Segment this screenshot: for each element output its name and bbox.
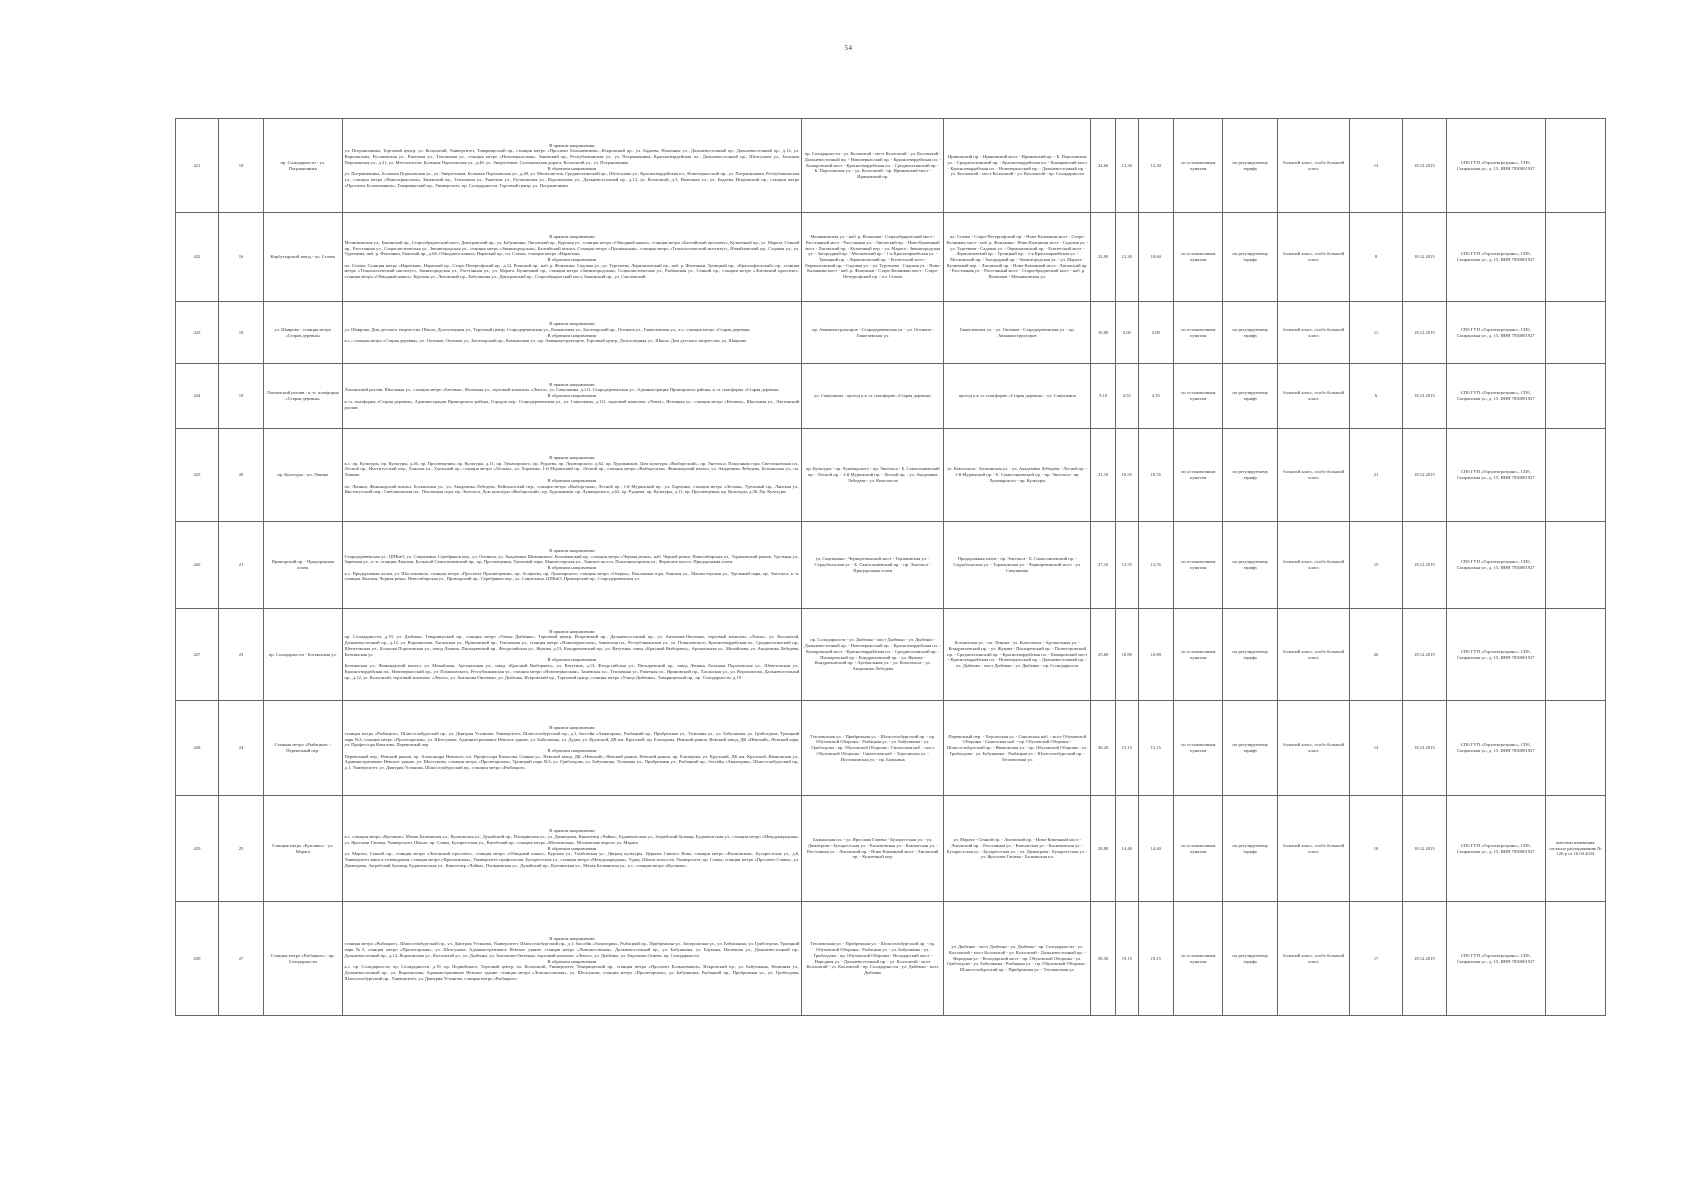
page-number: 54	[844, 44, 853, 52]
operator: СПб ГУП «Горэлектротранс», СПб, Сызранская ул., д. 15, ИНН 7830001927	[1446, 796, 1545, 902]
tariff-type: по регулируемому тарифу	[1223, 302, 1278, 364]
length-forward: 12,30	[1116, 213, 1139, 302]
backward-direction-label: В обратном направлении	[547, 845, 597, 851]
vehicle-class: большой класс, особо большой класс	[1278, 302, 1350, 364]
tariff-type: по регулируемому тарифу	[1223, 119, 1278, 213]
vehicle-class: большой класс, особо большой класс	[1278, 902, 1350, 1016]
table-row	[176, 701, 1606, 796]
streets-forward: Тепловозная ул. - Прибрежная ул. - Шлиссельбургский пр. - пр. Обуховской Обороны - Рыбацкая ул. - ул. Бабушкина - ул. Грибоедова - пр. Обуховской Обороны - Синопская наб. - мост Обуховской Обороны - Синопская наб. - Херсонская ул. - Исполкомская ул. - пр. Бакунина	[802, 701, 944, 796]
forward-stops: к.с. станция метро «Купчино», Малая Балканская ул., Купчинская ул., Дунайский пр., Пловдивская ул., ул. Димитрова, Кинотеатр «Чайка», Будапештская ул., Загребский бульвар, Будапештская ул., станция метро «Международная», ул. Ярослава Гашека, Университет, Школа, пр. Славы, Бухарестская ул., Витебский пр., станция метро «Московская», Московские ворота, ул. Марата	[344, 834, 800, 845]
length-backward: 13,55	[1138, 522, 1173, 609]
start-date: 18.12.2015	[1402, 119, 1446, 213]
registry-number: 426	[176, 522, 219, 609]
stops-description	[342, 364, 802, 429]
registry-number: 428	[176, 701, 219, 796]
streets-forward: пр. Солидарности - ул. Коллонтай - мост Коллонтай - ул. Коллонтай - Дальневосточный пр. - Новочеркасский пр. - Красногвардейская пл. - Комаровский мост - Красногвардейская пл. - Среднеохтинский пр. - Б. Пороховская ул. - ул. Коллонтай - пр. Ириновский мост - Ириновский пр.	[802, 119, 944, 213]
route-name: пр. Культуры - пл. Ленина	[264, 429, 342, 522]
operator: СПб ГУП «Горэлектротранс», СПб, Сызранская ул., д. 15, ИНН 7830001927	[1446, 213, 1545, 302]
registry-number: 430	[176, 902, 219, 1016]
backward-stops: к.-п. платформа «Старая деревня», Администрация Приморского района, Городок пер., Стародеревенская ул., ул. Савушкина, д.111, торговый комплекс «Лента», Яхтенная ул., станция метро «Беговая», Школьная ул., Лахтинский разлив	[344, 398, 800, 410]
stop-procedure: по остановочным пунктам	[1174, 796, 1223, 902]
backward-direction-label: В обратном направлении	[547, 748, 597, 753]
notes	[1545, 609, 1605, 701]
table-row	[176, 429, 1606, 522]
stops-description	[342, 609, 802, 701]
route-length: 30,20	[1091, 701, 1116, 796]
tariff-type: по регулируемому тарифу	[1223, 429, 1278, 522]
backward-direction-label: В обратном направлении	[547, 165, 597, 171]
route-name: Станция метро «Купчино» - ул. Марата	[264, 796, 342, 902]
backward-direction-label: В обратном направлении	[547, 393, 597, 399]
stops-description	[342, 796, 802, 902]
vehicle-count: 21	[1350, 429, 1403, 522]
stops-description	[342, 429, 802, 522]
streets-forward: пр. Авиаконструкторов - Стародеревенская ул. - ул. Оптиков - Гаккелевская ул.	[802, 302, 944, 364]
vehicle-class: большой класс, особо большой класс	[1278, 522, 1350, 609]
streets-backward: пл. Стачек - Старо-Петергофский пр. - Ново-Калинкин мост - Старо-Калинкин мост - наб. р. Фонтанки - Ново-Калинкин мост - Садовая ул. - ул. Тургенева - Садовая ул. - Лермонтовский пр. - Египетский мост - Лермонтовский пр. - Троицкий пр. - 1-я Красноармейская ул. - Московский пр. - Загородный пр. - Звенигородская ул. - ул. Марата - Кузнечный пер. - Лиговский пр. - Ново-Каменный мост - Лиговский пр. - Расстанная ул. - Расстанный мост - Старообрядческий мост - наб. р. Волковки - Мечниковская ул.	[944, 213, 1091, 302]
route-number: 16	[218, 213, 263, 302]
forward-direction-label: В прямом направлении	[549, 381, 595, 387]
backward-direction-label: В обратном направлении	[547, 257, 597, 262]
notes	[1545, 364, 1605, 429]
length-forward: 5,00	[1116, 302, 1139, 364]
operator: СПб ГУП «Горэлектротранс», СПб, Сызранская ул., д. 15, ИНН 7830001927	[1446, 302, 1545, 364]
start-date: 18.12.2015	[1402, 609, 1446, 701]
length-forward: 10,80	[1116, 609, 1139, 701]
registry-number: 421	[176, 119, 219, 213]
notes	[1545, 119, 1605, 213]
forward-direction-label: В прямом направлении	[549, 142, 595, 148]
forward-stops: пр. Солидарности, д.19, ул. Дыбенко, Товарищеский пр., станция метро «Улица Дыбенко», Торговый центр, Искровский пр., Дальневосточный пр., ул. Антонова-Овсеенко, торговый комплекс «Лента», ул. Коллонтай, Дальневосточный пр., д.12, ул. Ворошилова, Хасанская ул., Ириновский пр., Тепличная ул., станция метро «Новочеркасская», Заневская пл., Республиканская ул., ул. Помяловского, Красногвардейская пл., Среднеохтинский пр., Шепетовская ул., Большая Пороховская ул., завод Ленина, Пискаревский пр., Феодосийская ул., Жукова, д.13, Кондратьевский пр., ул. Ватутина, завод «Красный Выборжец», Арсенальная ул., Михайлова, ул. Академика Лебедева, Боткинская ул.	[344, 634, 800, 657]
length-backward: 5,00	[1138, 302, 1173, 364]
forward-direction-label: В прямом направлении	[549, 454, 595, 460]
forward-stops: ул. Шаврова, Дом детского творчества, Школа, Долгоозерная ул., Торговый центр, Стародеревенская ул., Камышовая ул., Богатырский пр., Оптиков ул., Гаккелевская ул., к.с. станция метро «Старая деревня»	[344, 326, 751, 332]
forward-direction-label: В прямом направлении	[549, 725, 595, 731]
notes	[1545, 701, 1605, 796]
notes	[1545, 429, 1605, 522]
tariff-type: по регулируемому тарифу	[1223, 701, 1278, 796]
streets-forward: Мечниковская ул. - наб. р. Волковки - Старообрядческий мост - Расстанный мост - Расстанная ул. - Лиговский пр. - Ново-Каменный мост - Лиговский пр. - Кузнечный пер. - ул. Марата - Звенигородская ул. - Загородный пр. - Московский пр. - 1-я Красноармейская ул. - Троицкий пр. - Лермонтовский пр. - Египетский мост - Лермонтовский пр. - Садовая ул. - ул. Тургенева - Садовая ул. - Ново-Калинкин мост - наб. р. Фонтанки - Старо-Калинкин мост - Старо-Петергофский пр. - пл. Стачек	[802, 213, 944, 302]
backward-stops: к.с. Придорожная аллея, ул. Шостаковича, станция метро «Проспект Просвещения», пр. Асафьева, пр. Луначарского, станция метро «Озерки», Поклонная гора, Ланская ул., Манчестерская ул., Удельный парк, пр. Энгельса, к.-п. станция Ланская, Черная речка, Новосибирская ул., Приморский пр., Серебряков пер., ул. Савушкина, ЦПКиО, Приморский пр., Стародеревенская ул.	[344, 570, 800, 582]
start-date: 18.12.2015	[1402, 796, 1446, 902]
route-name: пр. Солидарности - ул. Пограничника	[264, 119, 342, 213]
start-date: 18.12.2015	[1402, 522, 1446, 609]
route-name: Лахтинский разлив - к.-п. платформа «Старая деревня»	[264, 364, 342, 429]
table-row	[176, 302, 1606, 364]
start-date: 18.12.2015	[1402, 701, 1446, 796]
registry-number: 424	[176, 364, 219, 429]
operator: СПб ГУП «Горэлектротранс», СПб, Сызранская ул., д. 15, ИНН 7830001927	[1446, 364, 1545, 429]
route-length: 10,00	[1091, 302, 1116, 364]
streets-backward: Гаккелевская ул. - ул. Оптиков - Стародеревенская ул. - пр. Авиаконструкторов	[944, 302, 1091, 364]
backward-stops: пл. Стачек, Станция метро «Нарвская», Нарвский пр., Старо-Петергофский пр., д.12, Рижский пр., наб. р. Фонтанки, Садовая ул., ул. Тургенева, Лермонтовский пр., наб. р. Фонтанки, Троицкий пр., «Краснофлотский» пр., станция метро «Технологический институт», Звенигородская ул., Расстанная ул., ул. Марата, Кузнечный пр., станция метро «Звенигородская», Социалистическая ул., Рыбинская ул., Сенной пр., станция метро «Лиговский проспект», станция метро «Обводный канал», Курская ул., Лиговский пр., Бабушкина ул., Дмитровский пр., Старообрядческий мост, Бакинский пр., ул. Смоленский	[344, 262, 800, 280]
forward-stops: Стародеревенская ул., ЦПКиО, ул. Савушкина, Серебряков пер., ул. Оптиков, ул. Академика Шиманского, Коломяжский пр., станция метро «Черная речка», наб. Черной речки, Новосибирская ул., Торжковский рынок, Удельная ул., Заречная ул., к.-п. станция Ланская, Большой Сампсониевский пр., пр. Просвещения, Удельный парк, Манчестерская ул., Ланское шоссе, Поклонногорская ул., Фермское шоссе, Придорожная аллея	[344, 553, 800, 565]
vehicle-count: 18	[1350, 796, 1403, 902]
length-backward: 15,15	[1138, 701, 1173, 796]
routes-table-body	[176, 119, 1606, 1016]
stops-description	[342, 302, 802, 364]
backward-direction-label: В обратном направлении	[547, 958, 597, 964]
backward-direction-label: В обратном направлении	[547, 332, 597, 338]
stops-description	[342, 522, 802, 609]
stops-description	[342, 119, 802, 213]
route-length: 25,60	[1091, 609, 1116, 701]
operator: СПб ГУП «Горэлектротранс», СПб, Сызранская ул., д. 15, ИНН 7830001927	[1446, 119, 1545, 213]
vehicle-count: 15	[1350, 522, 1403, 609]
route-length: 27,10	[1091, 522, 1116, 609]
registry-number: 422	[176, 213, 219, 302]
backward-stops: к.с. пр. Солидарности, пр. Солидарности, д.19, пр. Подвойского, Торговый центр, пл. Коллонтай, Университет, Товарищеский пр., станция метро «Проспект Большевиков», Искровский пр., ул. Бабушкина, Наличная ул., Дальневосточный пр., ул. Ворошилова, Административное Невское здание, станция метро «Ломоносовская», ул. Шелгунова, станция метро «Пролетарская», ул. Бабушкина, Рыбацкий пр., Прибрежная ул., ул. Грибоедова, Шлиссельбургский пр., Университет, ул. Дмитрия Устинова, станция метро «Рыбацкое»	[344, 964, 800, 981]
notes	[1545, 213, 1605, 302]
forward-stops: к.с. пр. Культуры, пр. Культуры, д.26, пр. Просвещения, пр. Культуры, д.11, пр. Луначарского, пр. Руднева, пр. Луначарского, д.62, пр. Художников, Дом культуры «Выборгский», пр. Энгельса, Поклонная гора, Светлановская пл., Лесной пр., Институтский пер., Ланская ул., Удельный пр., станция метро «Лесная», ул. Харченко, 1-й Муринский пр., Лесной пр., станция метро «Выборгская», Финляндский вокзал, ул. Академика Лебедева, Боткинская ул., пл. Ленина	[344, 460, 800, 478]
stops-description	[342, 213, 802, 302]
start-date: 18.12.2015	[1402, 902, 1446, 1016]
length-forward: 13,55	[1116, 522, 1139, 609]
vehicle-count: 26	[1350, 609, 1403, 701]
notes	[1545, 522, 1605, 609]
registry-number: 425	[176, 429, 219, 522]
stops-description	[342, 902, 802, 1016]
forward-direction-label: В прямом направлении	[549, 935, 595, 941]
length-forward: 12,30	[1116, 119, 1139, 213]
length-forward: 15,15	[1116, 701, 1139, 796]
backward-direction-label: В обратном направлении	[547, 477, 597, 483]
operator: СПб ГУП «Горэлектротранс», СПб, Сызранская ул., д. 15, ИНН 7830001927	[1446, 429, 1545, 522]
route-name: Станция метро «Рыбацкое» - Перевозный пер.	[264, 701, 342, 796]
start-date: 18.12.2015	[1402, 364, 1446, 429]
tariff-type: по регулируемому тарифу	[1223, 902, 1278, 1016]
forward-stops: Лахтинский разлив, Школьная ул., станция метро «Беговая», Яхтенная ул., торговый комплекс «Лента», ул. Савушкина, д.111, Стародеревенская ул., Администрация Приморского района, к.-п. платформа «Старая деревня»	[344, 387, 780, 393]
route-length: 9,10	[1091, 364, 1116, 429]
route-name: пр. Солидарности - Боткинская ул.	[264, 609, 342, 701]
notes	[1545, 302, 1605, 364]
length-forward: 14,40	[1116, 796, 1139, 902]
operator: СПб ГУП «Горэлектротранс», СПб, Сызранская ул., д. 15, ИНН 7830001927	[1446, 522, 1545, 609]
vehicle-count: 11	[1350, 302, 1403, 364]
streets-backward: проезд к к.-п. платформе «Старая деревня» - ул. Савушкина	[944, 364, 1091, 429]
backward-direction-label: В обратном направлении	[547, 565, 597, 570]
length-backward: 12,30	[1138, 119, 1173, 213]
route-length: 21,10	[1091, 429, 1116, 522]
table-row	[176, 364, 1606, 429]
route-number: 21	[218, 522, 263, 609]
tariff-type: по регулируемому тарифу	[1223, 364, 1278, 429]
start-date: 18.12.2015	[1402, 302, 1446, 364]
table-row	[176, 522, 1606, 609]
route-name: Станция метро «Рыбацкое» - пр. Солидарности	[264, 902, 342, 1016]
streets-backward: ул. Дыбенко - мост Дыбенко - ул. Дыбенко - пр. Солидарности - ул. Коллонтай - мост Коллонтай - ул. Коллонтай - Дальневосточный пр. - Народная ул. - Володарский мост - пр. Обуховской Обороны - ул. Грибоедова - ул. Бабушкина - Рыбацкая ул. - пр. Обуховской Обороны - Шлиссельбургский пр. - Прибрежная ул. - Тепловозная ул.	[944, 902, 1091, 1016]
forward-stops: Мечниковская ул., Бакинский пр., Старообрядческий мост, Дмитровский пр., ул. Бабушкина, Лиговский пр., Курская ул., станция метро «Обводный канал», станция метро «Балтийский проспект», Кузнечный пр., ул. Марата, Сенной пр., Расстанная ул., Социалистическая ул., Звенигородская ул., станция метро «Звенигородская», Балтийский вокзал, Станция метро «Пушкинская», станция метро «Технологический институт», Измайловский пр., Садовая ул., ул. Тургенева, наб. р. Фонтанки, Рижский пр., д.60, Обводного канала, Нарвский пр., пл. Стачек, станция метро «Нарвская»	[344, 239, 800, 257]
tariff-type: по регулируемому тарифу	[1223, 522, 1278, 609]
tariff-type: по регулируемому тарифу	[1223, 796, 1278, 902]
stops-description	[342, 701, 802, 796]
vehicle-count: 12	[1350, 701, 1403, 796]
notes: внесены изменения согласно распоряжению № 126-р от 16.04.2024	[1545, 796, 1605, 902]
operator: СПб ГУП «Горэлектротранс», СПб, Сызранская ул., д. 15, ИНН 7830001927	[1446, 609, 1545, 701]
stop-procedure: по остановочным пунктам	[1174, 364, 1223, 429]
route-number: 27	[218, 902, 263, 1016]
backward-direction-label: В обратном направлении	[547, 657, 597, 663]
vehicle-class: большой класс, особо большой класс	[1278, 364, 1350, 429]
forward-direction-label: В прямом направлении	[549, 321, 595, 327]
forward-direction-label: В прямом направлении	[549, 234, 595, 240]
registry-number: 427	[176, 609, 219, 701]
length-backward: 10,60	[1138, 213, 1173, 302]
stop-procedure: по остановочным пунктам	[1174, 902, 1223, 1016]
route-number: 24	[218, 701, 263, 796]
tariff-type: по регулируемому тарифу	[1223, 609, 1278, 701]
backward-stops: к.с., станция метро «Старая деревня», ул. Оптиков, Оптиков ул., Богатырский пр., Камышовая ул., пр. Авиаконструкторов, Торговый центр, Долгоозерная ул., Школа, Дом детского творчества, ул. Шаврова	[344, 338, 747, 344]
vehicle-class: большой класс, особо большой класс	[1278, 609, 1350, 701]
operator: СПб ГУП «Горэлектротранс», СПб, Сызранская ул., д. 15, ИНН 7830001927	[1446, 701, 1545, 796]
streets-forward: ул. Савушкина - Черноречинский мост - Торжковская ул. - Сердобольская ул. - Б. Сампсониевский пр. - пр. Энгельса - Придорожная аллея	[802, 522, 944, 609]
vehicle-class: большой класс, особо большой класс	[1278, 213, 1350, 302]
stop-procedure: по остановочным пунктам	[1174, 213, 1223, 302]
start-date: 18.12.2015	[1402, 213, 1446, 302]
vehicle-class: большой класс, особо большой класс	[1278, 119, 1350, 213]
backward-stops: Боткинская ул., Финляндский вокзал, ул. Михайлова, Арсенальная ул., завод «Красный Выборжец», ул. Ватутина, д.13, Феодосийская ул., Пискаревский пр., завод Ленина, Большая Пороховская ул., Шепетовская ул., Красногвардейская пл., Новочеркасский пр., ул. Помяловского, Республиканская ул., станция метро «Новочеркасская», Заневская пл., Тепличная ул., Ракетная ул., Ириновский пр., Хасанская ул., ул. Ворошилова, Дальневосточный пр., д.12, ул. Коллонтай, торговый комплекс «Лента», ул. Антонова-Овсеенко, ул. Дыбенко, Искровский пр., Торговый центр, станция метро «Улица Дыбенко», Товарищеский пр., пр. Солидарности, д.19	[344, 663, 800, 680]
route-name: Кирбутырский завод - пл. Стачек	[264, 213, 342, 302]
route-number: 20	[218, 429, 263, 522]
vehicle-class: большой класс, особо большой класс	[1278, 796, 1350, 902]
length-forward: 19,15	[1116, 902, 1139, 1016]
length-backward: 4,55	[1138, 364, 1173, 429]
vehicle-count: 13	[1350, 119, 1403, 213]
backward-stops: Перевозный пер., Невский рынок, пр. Александра Невского, пл. Профессора Качалова, Сенная ул., Невский завод, ДК «Невский», Невский рынок, Невский рынок, пр. Елизарова, ул. Крупской, ДК им. Крупской, Ивановская ул., Административное Невское здание, ул. Шелгунова, станция метро «Пролетарская», Троицкий парк №3, ул. Грибоедова, ул. Бабушкина, Тельмана ул., Прибрежная ул., Рыбацкий пр., бассейн «Акватория», Шлиссельбургский пр., д.1, Университет, ул. Дмитрия Устинова, Шлиссельбургский пр., станция метро «Рыбацкое»	[344, 753, 800, 771]
vehicle-count: 17	[1350, 902, 1403, 1016]
route-length: 38,30	[1091, 902, 1116, 1016]
length-forward: 4,55	[1116, 364, 1139, 429]
stop-procedure: по остановочным пунктам	[1174, 701, 1223, 796]
streets-forward: пр. Культуры - пр. Луначарского - пр. Энгельса - Б. Сампсониевский пр. - Лесной пр. - 1-й Муринский пр. - Лесной пр. - ул. Академика Лебедева - ул. Комсомола	[802, 429, 944, 522]
tariff-type: по регулируемому тарифу	[1223, 213, 1278, 302]
length-forward: 10,55	[1116, 429, 1139, 522]
stop-procedure: по остановочным пунктам	[1174, 429, 1223, 522]
table-row	[176, 119, 1606, 213]
streets-backward: ул. Комсомола - Боткинская ул. - ул. Академика Лебедева - Лесной пр. - 1-й Муринский пр. - Б. Сампсониевский пр. - пр. Энгельса - пр. Луначарского - пр. Культуры	[944, 429, 1091, 522]
stop-procedure: по остановочным пунктам	[1174, 609, 1223, 701]
registry-number: 429	[176, 796, 219, 902]
vehicle-count: 6	[1350, 364, 1403, 429]
routes-table	[175, 118, 1606, 1016]
route-length: 24,60	[1091, 119, 1116, 213]
streets-backward: Перевозный пер. - Херсонская ул. - Синопская наб. - мост Обуховской Обороны - Синопская наб. - пр. Обуховской Обороны - Шлиссельбургский пр. - Ивановская ул. - пр. Обуховской Обороны - ул. Грибоедова - ул. Бабушкина - Рыбацкая ул. - Шлиссельбургский пр. - Тепловозная ул.	[944, 701, 1091, 796]
streets-backward: ул. Марата - Сенной пр. - Лиговский пр. - Ново-Каменный мост - Лиговский пр. - Расстанная ул. - Камчатская ул. - Касимовская ул. - Бухарестская ул. - Бухарестская ул. - ул. Димитрова - Бухарестская ул. - ул. Ярослава Гашека - Балканская пл.	[944, 796, 1091, 902]
route-number: 25	[218, 796, 263, 902]
forward-stops: ул. Пограничника, Торговый центр, ул. Коллонтай, Университет, Товарищеский пр., станция метро «Проспект Большевиков», Искровский пр., ул. Бадаева, Наличная ул., Дальневосточный пр., Дальневосточный пр., д.12, ул. Ворошилова, Русановская ул., Ракетная ул., Тепличная ул., станция метро «Новочеркасская», Заневский пр., Республиканская ул., ул. Пограничника, Красногвардейская пл., Дальневосточный пр., Шелгунова ул., Большая Пороховская ул., д.21, ул. Металлистов, Большая Пороховская ул., д.48, ул. Энергетиков, Салтыковская дорога, Коллонтай ул., ул. Пограничника	[344, 148, 800, 165]
vehicle-count: 8	[1350, 213, 1403, 302]
streets-forward: пр. Солидарности - ул. Дыбенко - мост Дыбенко - ул. Дыбенко - Дальневосточный пр. - Новочеркасский пр. - Красногвардейская пл. - Комаровский мост - Красногвардейская пл. - Среднеохтинский пр. - Пискаревский пр. - Кондратьевский пр. - ул. Жукова - Кондратьевский пр. - Арсенальная ул. - ул. Комсомола - ул. Академика Лебедева	[802, 609, 944, 701]
route-number: 19	[218, 364, 263, 429]
route-number: 10	[218, 119, 263, 213]
forward-direction-label: В прямом направлении	[549, 547, 595, 553]
route-length: 28,80	[1091, 796, 1116, 902]
start-date: 18.12.2015	[1402, 429, 1446, 522]
stop-procedure: по остановочным пунктам	[1174, 302, 1223, 364]
table-row	[176, 796, 1606, 902]
streets-forward: ул. Савушкина - проезд к к.-п. платформе «Старая деревня»	[802, 364, 944, 429]
route-name: Приморский пр. - Придорожная аллея	[264, 522, 342, 609]
vehicle-class: большой класс, особо большой класс	[1278, 429, 1350, 522]
length-backward: 10,80	[1138, 609, 1173, 701]
operator: СПб ГУП «Горэлектротранс», СПб, Сызранская ул., д. 15, ИНН 7830001927	[1446, 902, 1545, 1016]
length-backward: 14,40	[1138, 796, 1173, 902]
table-row	[176, 609, 1606, 701]
route-number: 23	[218, 609, 263, 701]
table-row	[176, 213, 1606, 302]
streets-backward: Боткинская ул. - пл. Ленина - ул. Комсомола - Арсенальная ул. - Кондратьевский пр. - ул. Жукова - Пискаревский пр. - Полюстровский пр. - Среднеохтинский пр. - Красногвардейская пл. - Комаровский мост - Красногвардейская пл. - Новочеркасский пр. - Дальневосточный пр. - ул. Дыбенко - мост Дыбенко - ул. Дыбенко - пр. Солидарности	[944, 609, 1091, 701]
registry-number: 423	[176, 302, 219, 364]
stop-procedure: по остановочным пунктам	[1174, 119, 1223, 213]
notes	[1545, 902, 1605, 1016]
route-name: ул. Шаврова - станция метро «Старая деревня»	[264, 302, 342, 364]
forward-stops: станция метро «Рыбацкое», Шлиссельбургский пр., ул. Дмитрия Устинова, Университет, Шлиссельбургский пр., д.1, бассейн «Акватория», Рыбацкий пр., Прибрежная ул., Запорожская ул., ул. Бабушкина, ул. Грибоедова, Троицкий парк №3, станция метро «Пролетарская», ул. Шелгунова, Административное Невское здание, станция метро «Ломоносовская», Дальневосточный пр., ул. Бабушкина, ул. Баумана, Наличная ул., Дальневосточный пр., Дальневосточный пр., д.12, Ворошилова ул., Коллонтай ул., ул. Дыбенко, ул. Антонова-Овсеенко, торговый комплекс «Лента», ул. Дыбенко, ул. Евдокима Огнева, пр. Солидарности	[344, 941, 800, 958]
length-backward: 10,55	[1138, 429, 1173, 522]
backward-stops: ул. Марата, Сенной пр., станция метро «Лиговский проспект», станция метро «Обводный канал», Курская ул., Тамбовская ул., Дворец культуры, Церковь Святого Иова, станция метро «Волковская», Бухарестская ул., д.6, Университет кино и телевидения, станция метро «Фрунзенская», Университет профсоюзов, Бухарестская ул., станция метро «Международная», Турку, Школа искусств, Университет, пр. Славы, станция метро «Проспект Славы», ул. Димитрова, Загребский бульвар, Будапештская ул., Кинотеатр «Чайка», Пловдивская ул., Дунайский пр., Купчинская ул., Малая Балканская ул., к.с. станция метро «Купчино»	[344, 851, 800, 868]
route-length: 22,90	[1091, 213, 1116, 302]
forward-stops: станция метро «Рыбацкое», Шлиссельбургский пр., ул. Дмитрия Устинова, Университет, Шлиссельбургский пр., д.1, бассейн «Акватория», Рыбацкий пр., Прибрежная ул., Тельмана ул., ул. Бабушкина, ул. Грибоедова, Троицкий парк №3, станция метро «Пролетарская», ул. Шелгунова, Административное Невское здание, ул. Бабушкина, ул. Дудко, ул. Крупской, ДК им. Крупской, пр. Елизарова, Невский рынок, Невский завод, ДК «Невский», Невский парк, ул. Профессора Качалова, Перевозный пер.	[344, 730, 800, 748]
streets-forward: Балканская пл. - ул. Ярослава Гашека - Бухарестская ул. - ул. Димитрова - Бухарестская ул. - Касимовская ул. - Камчатская ул. - Расстанная ул. - Лиговский пр. - Ново-Каменный мост - Лиговский пр. - Кузнечный пер.	[802, 796, 944, 902]
table-row	[176, 902, 1606, 1016]
route-number: 18	[218, 302, 263, 364]
streets-backward: Ириновский пр. - Ириновский мост - Ириновский пр. - Б. Пороховская ул. - Среднеохтинский пр. - Красногвардейская пл. - Комаровский мост - Красногвардейская пл. - Новочеркасский пр. - Дальневосточный пр. - ул. Коллонтай - мост Коллонтай - ул. Коллонтай - пр. Солидарности	[944, 119, 1091, 213]
forward-direction-label: В прямом направлении	[549, 828, 595, 834]
streets-forward: Тепловозная ул. - Прибрежная ул. - Шлиссельбургский пр. - пр. Обуховской Обороны - Рыбацкая ул. - ул. Бабушкина - ул. Грибоедова - пр. Обуховской Обороны - Володарский мост - Народная ул. - Дальневосточный пр. - ул. Коллонтай - мост Коллонтай - ул. Коллонтай - пр. Солидарности - ул. Дыбенко - мост Дыбенко	[802, 902, 944, 1016]
vehicle-class: большой класс, особо большой класс	[1278, 701, 1350, 796]
streets-backward: Придорожная аллея - пр. Энгельса - Б. Сампсониевский пр. - Сердобольская ул. - Торжковская ул. - Черноречинский мост - ул. Савушкина	[944, 522, 1091, 609]
forward-direction-label: В прямом направлении	[549, 628, 595, 634]
backward-stops: ул. Пограничника, Большая Пороховская ул., ул. Энергетиков, Большая Пороховская ул., д.48, ул. Металлистов, Среднеохтинский пр., Шелгунова ул., Красногвардейская пл., Новочеркасский пр., ул. Пограничника, Республиканская ул., станция метро «Новочеркасская», Заневский пр., Тепличная ул., Ракетная ул., Русановская ул., Ворошилова ул., Дальневосточный пр., д.12, ул. Коллонтай, д.3, Наличная ул., ул. Бадаева, Искровский пр., станция метро «Проспект Большевиков», Товарищеский пр., Университет, пр. Солидарности, Торговый центр, ул. Пограничника	[344, 171, 800, 188]
length-backward: 19,15	[1138, 902, 1173, 1016]
backward-stops: пл. Ленина, Финляндский вокзал, Боткинская ул., ул. Академика Лебедева, Нейшлотский пер., станция метро «Выборгская», Лесной пр., 1-й Муринский пр., ул. Харченко, станция метро «Лесная», Удельный пр., Ланская ул., Институтский пер., Светлановская пл., Поклонная гора, пр. Энгельса, Дом культуры «Выборгский», пр. Художников, пр. Луначарского, д.62, пр. Руднева, пр. Культуры, д.11, пр. Просвещения, пр. Культуры, д.26, Пр. Культуры	[344, 483, 800, 495]
stop-procedure: по остановочным пунктам	[1174, 522, 1223, 609]
